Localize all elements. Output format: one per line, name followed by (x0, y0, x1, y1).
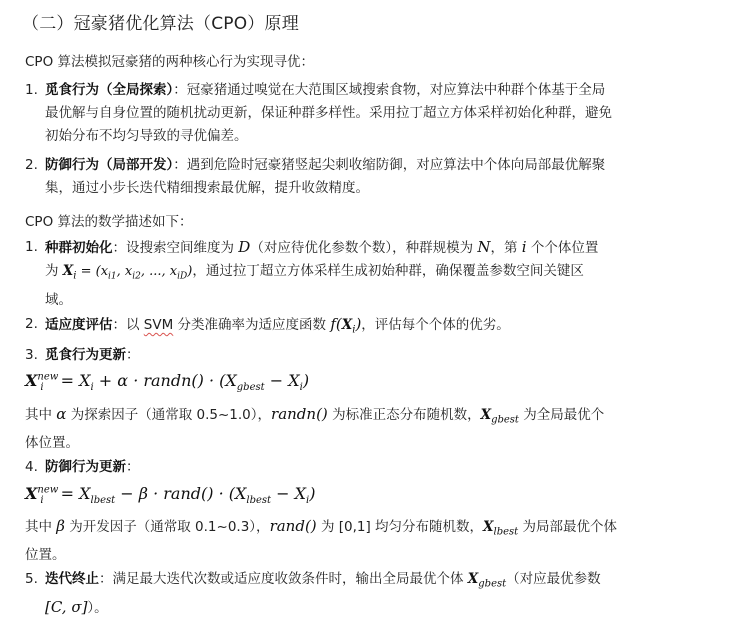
math-sub: gbest (478, 578, 507, 590)
list-item-defense-update (25, 456, 715, 479)
list-item-text: 分类准确率为适应度函数 (173, 317, 331, 333)
note-text: 其中 (25, 519, 57, 535)
note-text: 为标准正态分布随机数， (327, 407, 481, 423)
list-number: 5. (25, 571, 38, 587)
list-item-text: ）。 (87, 599, 108, 616)
math-x: X (483, 519, 494, 535)
list-item-foraging-update (25, 344, 715, 367)
list-item-text: 初始分布不均匀导致的寻优偏差。 (45, 128, 248, 144)
list-item-text: （对应最优参数 (506, 571, 601, 587)
section-heading: （二）冠豪猪优化算法（CPO）原理 (22, 14, 299, 34)
note-text: 体位置。 (25, 434, 79, 451)
math-sup: new (37, 484, 59, 496)
math-intro-paragraph: CPO 算法的数学描述如下： (25, 214, 193, 230)
note-text: 位置。 (25, 546, 66, 563)
list-item-title: 防御行为（局部开发） (45, 157, 174, 173)
list-number: 2. (25, 157, 38, 173)
math-sub: i (299, 382, 303, 394)
note-text: 为全局最优个 (518, 407, 605, 423)
list-item-text: 域。 (45, 291, 72, 308)
note-text: 为探索因子（通常取 0.5~1.0）， (66, 407, 272, 423)
list-number: 4. (25, 459, 38, 475)
math-sub: i (40, 382, 44, 394)
foraging-note (25, 403, 715, 455)
list-item-text: ：以 (112, 317, 144, 333)
math-beta: β (56, 517, 65, 535)
note-text: 为局部最优个体 (518, 519, 617, 535)
list-item-text: 最优解与自身位置的随机扰动更新，保证种群多样性。采用拉丁超立方体采样初始化种群，避免 (45, 105, 612, 121)
defense-note (25, 515, 715, 567)
note-text: 为开发因子（通常取 0.1~0.3）， (64, 519, 270, 535)
list-item-defense (25, 154, 715, 200)
intro-paragraph: CPO 算法模拟冠豪猪的两种核心行为实现寻优： (25, 54, 314, 70)
math-sup: new (37, 371, 59, 383)
math-text: − X (264, 371, 300, 390)
math-text: ) (302, 371, 310, 390)
math-x: X (62, 263, 74, 279)
note-text: 其中 (25, 407, 57, 423)
list-item-title: 种群初始化 (45, 240, 113, 256)
math-x: X (341, 317, 353, 333)
math-randn: randn() (271, 405, 328, 423)
list-item-text: ：满足最大迭代次数或适应度收敛条件时，输出全局最优个体 (99, 571, 468, 587)
math-sub: i (73, 270, 77, 282)
defense-formula: $X^{new}_i = X_{lbest} - \beta$ · rand() · $(X_{lbest} - X_i)$ (25, 484, 316, 507)
list-item-title: 迭代终止 (45, 571, 99, 587)
list-item-text: ，第 (490, 240, 522, 256)
math-x: X (467, 571, 479, 587)
math-rand: rand() (269, 517, 317, 535)
list-item-title: 觅食行为（全局探索） (45, 82, 174, 98)
math-x: X (25, 484, 38, 503)
math-f: f( (330, 315, 342, 333)
note-text: 为 [0,1] 均匀分布随机数， (316, 519, 484, 535)
math-sub: i (352, 324, 356, 336)
list-item-text: 集，通过小步长迭代精细搜索最优解，提升收敛精度。 (45, 180, 369, 196)
list-item-text: ： (126, 459, 140, 475)
list-item-text: 个个体位置 (526, 240, 599, 256)
list-item-text: ，通过拉丁超立方体采样生成初始种群，确保覆盖参数空间关键区 (192, 263, 584, 279)
list-number: 3. (25, 347, 38, 363)
math-text: = X (55, 371, 91, 390)
math-sub: gbest (491, 414, 519, 426)
math-n: N (477, 238, 491, 256)
list-number: 1. (25, 82, 38, 98)
list-item-title: 防御行为更新 (45, 459, 126, 475)
list-item-text: ：遇到危险时冠豪猪竖起尖刺收缩防御，对应算法中个体向局部最优解聚 (173, 157, 606, 173)
list-item-text: ，评估每个个体的优劣。 (361, 317, 510, 333)
math-text: + α · randn() · (X (93, 371, 237, 390)
math-sub: i (306, 495, 310, 507)
foraging-formula: $X^{new}_i = X_i + \alpha$ · randn() · $(X_{gbest} - X_i)$ (25, 371, 310, 394)
math-sub: gbest (236, 382, 265, 394)
list-number: 2. (25, 316, 38, 332)
math-text: − β · rand() · (X (115, 484, 247, 503)
math-sub: lbest (493, 526, 519, 538)
list-item-text: 为 (45, 263, 63, 279)
list-item-termination (25, 568, 715, 620)
math-i: i (521, 238, 527, 256)
list-item-text: ：冠豪猪通过嗅觉在大范围区域搜索食物，对应算法中种群个体基于全局 (173, 82, 606, 98)
list-number: 1. (25, 239, 38, 255)
math-x: X (480, 407, 492, 423)
list-item-text: ：设搜索空间维度为 (112, 240, 239, 256)
math-sub: i (40, 495, 44, 507)
list-item-text: （对应待优化参数个数），种群规模为 (250, 240, 478, 256)
math-text: − X (271, 484, 307, 503)
math-paren: ) (355, 315, 362, 333)
math-x: X (25, 371, 38, 390)
list-item-fitness (25, 313, 715, 342)
math-text: = X (55, 484, 91, 503)
list-item-initialization: 1. 种群初始化：设搜索空间维度为 D（对应待优化参数个数），种群规模为 N，第 i 个个体位置 为 $X_i = (x_{i1}$, $x_{i2}$, ..., $x_{iD}$)，通过拉丁超立方体采样生成初始种群，确保覆盖参数空间关键区 域。 (25, 236, 715, 312)
math-params: [C, σ] (45, 597, 88, 616)
list-item-text: ： (126, 347, 140, 363)
spellcheck-word: SVM (143, 317, 174, 333)
math-sub: lbest (90, 495, 116, 507)
math-text: ) (309, 484, 316, 503)
math-alpha: α (56, 405, 67, 423)
list-item-title: 适应度评估 (45, 317, 113, 333)
math-d: D (238, 238, 251, 256)
list-item-title: 觅食行为更新 (45, 347, 126, 363)
list-item-foraging (25, 79, 715, 148)
